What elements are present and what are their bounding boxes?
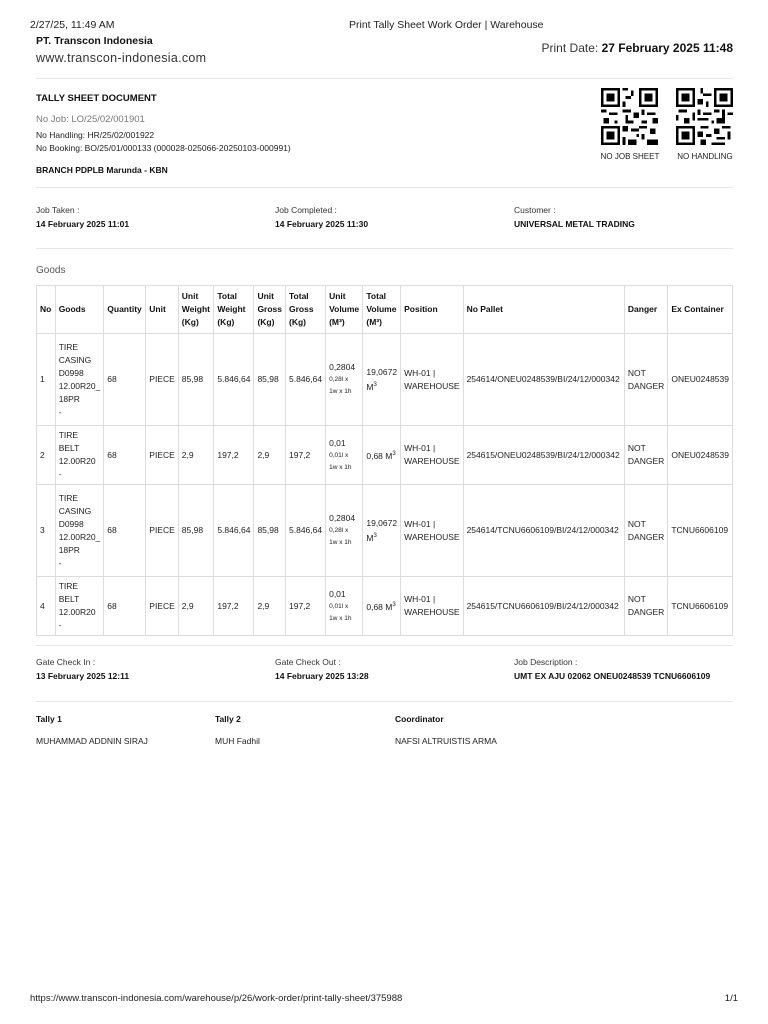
cell-total-gross: 197,2	[286, 577, 326, 636]
qr-job-sheet	[600, 88, 660, 161]
qr-job-sheet-label: NO JOB SHEET	[600, 152, 660, 161]
cell-line: 18PR	[58, 544, 80, 555]
cell-line: DANGER	[627, 380, 665, 391]
cell-quantity: 68	[104, 485, 146, 577]
unit-volume-value: 0,01	[329, 437, 346, 448]
cell-line: WH-01 |	[404, 367, 436, 378]
no-booking: No Booking: BO/25/01/000133 (000028-025066-20250103-000991)	[36, 143, 291, 153]
cell-ex-container: ONEU0248539	[668, 426, 733, 485]
col-unit-weight: Unit Weight (Kg)	[178, 286, 214, 334]
volume-dims: 0,28l x	[329, 376, 349, 383]
cell-total-gross: 197,2	[286, 426, 326, 485]
cell-total-weight: 5.846,64	[214, 334, 254, 426]
print-datetime: 2/27/25, 11:49 AM	[30, 19, 115, 31]
cell-unit-volume	[326, 577, 363, 636]
tally2-name: MUH Fadhil	[215, 736, 260, 746]
cell-line: DANGER	[627, 607, 665, 617]
cell-unit-volume	[326, 485, 363, 577]
coordinator-name: NAFSI ALTRUISTIS ARMA	[395, 736, 497, 746]
tally1-label: Tally 1	[36, 714, 62, 724]
qr-handling-label: NO HANDLING	[677, 152, 733, 161]
print-page-title: Print Tally Sheet Work Order | Warehouse	[349, 19, 544, 31]
cell-unit: PIECE	[146, 426, 179, 485]
no-handling: No Handling: HR/25/02/001922	[36, 130, 155, 140]
col-no-pallet: No Pallet	[463, 286, 624, 334]
gate-check-in-label: Gate Check In :	[36, 657, 96, 667]
cell-line: DANGER	[627, 456, 665, 466]
cell-unit-gross: 85,98	[254, 485, 286, 577]
customer-value: UNIVERSAL METAL TRADING	[514, 219, 635, 229]
cell-quantity: 68	[104, 334, 146, 426]
tally1-name: MUHAMMAD ADDNIN SIRAJ	[36, 736, 148, 746]
cell-ex-container: TCNU6606109	[668, 577, 733, 636]
cubic-superscript: 3	[392, 450, 396, 457]
print-date-label: Print Date:	[541, 41, 599, 55]
cell-unit-gross: 85,98	[254, 334, 286, 426]
table-row	[37, 577, 733, 636]
table-row	[37, 334, 733, 426]
cell-goods	[55, 426, 104, 485]
cell-no: 4	[37, 577, 56, 636]
cell-total-weight: 197,2	[214, 577, 254, 636]
print-date	[542, 41, 733, 55]
gate-check-out-label: Gate Check Out :	[275, 657, 341, 667]
gate-check-in-value: 13 February 2025 12:11	[36, 671, 130, 681]
cell-line: D0998	[58, 367, 84, 378]
cell-ex-container: ONEU0248539	[668, 334, 733, 426]
cell-line: TIRE	[58, 492, 79, 503]
cell-line: WH-01 |	[404, 443, 436, 453]
cell-no-pallet: 254614/TCNU6606109/BI/24/12/000342	[463, 485, 624, 577]
cell-danger	[624, 485, 667, 577]
qr-code-icon	[601, 88, 658, 145]
cell-total-gross: 5.846,64	[286, 485, 326, 577]
cell-unit-weight: 85,98	[178, 485, 214, 577]
divider	[36, 248, 733, 249]
branch: BRANCH PDPLB Marunda - KBN	[36, 165, 168, 175]
cell-total-volume	[363, 485, 401, 577]
cell-unit-volume	[326, 334, 363, 426]
volume-dims: 0,28l x	[329, 527, 349, 534]
cell-line: TIRE BELT	[58, 430, 80, 453]
cell-total-volume	[363, 426, 401, 485]
cell-position	[401, 426, 463, 485]
company-website: www.transcon-indonesia.com	[36, 51, 207, 65]
cell-total-weight: 5.846,64	[214, 485, 254, 577]
col-quantity: Quantity	[104, 286, 146, 334]
cell-danger	[624, 426, 667, 485]
cell-position	[401, 334, 463, 426]
divider	[36, 187, 733, 188]
job-taken-label: Job Taken :	[36, 205, 80, 215]
gate-check-out-value: 14 February 2025 13:28	[275, 671, 369, 681]
cell-no-pallet: 254614/ONEU0248539/BI/24/12/000342	[463, 334, 624, 426]
cell-position	[401, 485, 463, 577]
volume-dims: 0,01l x	[329, 602, 349, 610]
print-url: https://www.transcon-indonesia.com/warehouse/p/26/work-order/print-tally-sheet/375988	[30, 993, 403, 1004]
cubic-superscript: 3	[392, 601, 396, 608]
cell-line: NOT	[627, 594, 646, 604]
table-header-row	[37, 286, 733, 334]
cell-no-pallet: 254615/TCNU6606109/BI/24/12/000342	[463, 577, 624, 636]
cell-line: DANGER	[627, 531, 665, 542]
goods-heading: Goods	[36, 265, 66, 276]
col-total-gross: Total Gross (Kg)	[286, 286, 326, 334]
cell-goods	[55, 577, 104, 636]
cell-line: 12.00R20_	[58, 531, 101, 542]
print-date-value: 27 February 2025 11:48	[601, 41, 733, 55]
cell-line: WH-01 |	[404, 594, 436, 604]
cell-line: -	[58, 557, 62, 568]
col-total-weight: Total Weight (Kg)	[214, 286, 254, 334]
divider	[36, 645, 733, 646]
cell-goods	[55, 334, 104, 426]
cell-position	[401, 577, 463, 636]
total-volume-value: 19,0672 M	[366, 517, 398, 543]
job-taken-value: 14 February 2025 11:01	[36, 219, 130, 229]
goods-table	[36, 285, 733, 636]
cell-unit: PIECE	[146, 334, 179, 426]
job-completed-label: Job Completed :	[275, 205, 337, 215]
col-danger: Danger	[624, 286, 667, 334]
cell-unit-volume	[326, 426, 363, 485]
col-position: Position	[401, 286, 463, 334]
cell-unit-gross: 2,9	[254, 577, 286, 636]
customer-label: Customer :	[514, 205, 556, 215]
cell-unit-weight: 2,9	[178, 577, 214, 636]
total-volume-value: 0,68 M	[366, 601, 393, 612]
cell-line: NOT	[627, 518, 646, 529]
cell-total-volume	[363, 577, 401, 636]
no-job: No Job: LO/25/02/001901	[36, 114, 145, 125]
volume-dims: 1w x 1h	[329, 463, 352, 471]
volume-dims: 1w x 1h	[329, 614, 352, 622]
total-volume-value: 0,68 M	[366, 450, 393, 461]
qr-handling	[675, 88, 735, 161]
cell-line: WAREHOUSE	[404, 380, 460, 391]
col-goods: Goods	[55, 286, 104, 334]
document-title: TALLY SHEET DOCUMENT	[36, 93, 157, 104]
unit-volume-value: 0,01	[329, 588, 346, 599]
cell-total-volume	[363, 334, 401, 426]
divider	[36, 78, 733, 79]
tally2-label: Tally 2	[215, 714, 241, 724]
cell-quantity: 68	[104, 426, 146, 485]
col-unit: Unit	[146, 286, 179, 334]
col-total-volume: Total Volume (M³)	[363, 286, 401, 334]
print-page-number: 1/1	[724, 993, 738, 1004]
cell-danger	[624, 334, 667, 426]
job-description-label: Job Description :	[514, 657, 578, 667]
cell-line: -	[58, 406, 62, 417]
col-unit-volume: Unit Volume (M³)	[326, 286, 363, 334]
divider	[36, 701, 733, 702]
cell-no: 1	[37, 334, 56, 426]
cell-line: TIRE	[58, 341, 79, 352]
cell-no: 3	[37, 485, 56, 577]
cell-danger	[624, 577, 667, 636]
col-no: No	[37, 286, 56, 334]
job-completed-value: 14 February 2025 11:30	[275, 219, 369, 229]
cell-ex-container: TCNU6606109	[668, 485, 733, 577]
volume-dims: 0,01l x	[329, 451, 349, 459]
cell-line: WAREHOUSE	[404, 456, 460, 466]
cell-unit-weight: 2,9	[178, 426, 214, 485]
qr-code-icon	[676, 88, 733, 145]
cell-unit-gross: 2,9	[254, 426, 286, 485]
cubic-superscript: 3	[373, 532, 377, 539]
cell-line: 12.00R20	[58, 456, 96, 466]
cell-line: WAREHOUSE	[404, 607, 460, 617]
cell-unit-weight: 85,98	[178, 334, 214, 426]
cell-total-gross: 5.846,64	[286, 334, 326, 426]
cell-line: CASING	[58, 505, 92, 516]
cell-line: TIRE BELT	[58, 581, 80, 604]
unit-volume-value: 0,2804	[329, 513, 356, 523]
cell-line: D0998	[58, 518, 84, 529]
cell-line: NOT	[627, 367, 646, 378]
table-row	[37, 485, 733, 577]
cell-unit: PIECE	[146, 577, 179, 636]
cell-line: 18PR	[58, 393, 80, 404]
cell-quantity: 68	[104, 577, 146, 636]
cell-line: NOT	[627, 443, 646, 453]
cell-line: 12.00R20_	[58, 380, 101, 391]
cell-line: CASING	[58, 354, 92, 365]
col-unit-gross: Unit Gross (Kg)	[254, 286, 286, 334]
cell-line: -	[58, 469, 62, 479]
table-row	[37, 426, 733, 485]
cell-line: -	[58, 620, 62, 630]
cell-goods	[55, 485, 104, 577]
cell-line: WH-01 |	[404, 518, 436, 529]
unit-volume-value: 0,2804	[329, 362, 356, 372]
volume-dims: 1w x 1h	[329, 388, 352, 395]
cell-line: 12.00R20	[58, 607, 96, 617]
cell-total-weight: 197,2	[214, 426, 254, 485]
cubic-superscript: 3	[373, 381, 377, 388]
cell-line: WAREHOUSE	[404, 531, 460, 542]
job-description-value: UMT EX AJU 02062 ONEU0248539 TCNU6606109	[514, 671, 711, 681]
cell-unit: PIECE	[146, 485, 179, 577]
coordinator-label: Coordinator	[395, 714, 444, 724]
cell-no-pallet: 254615/ONEU0248539/BI/24/12/000342	[463, 426, 624, 485]
volume-dims: 1w x 1h	[329, 539, 352, 546]
cell-no: 2	[37, 426, 56, 485]
col-ex-container: Ex Container	[668, 286, 733, 334]
total-volume-value: 19,0672 M	[366, 366, 398, 392]
company-name: PT. Transcon Indonesia	[36, 35, 153, 47]
